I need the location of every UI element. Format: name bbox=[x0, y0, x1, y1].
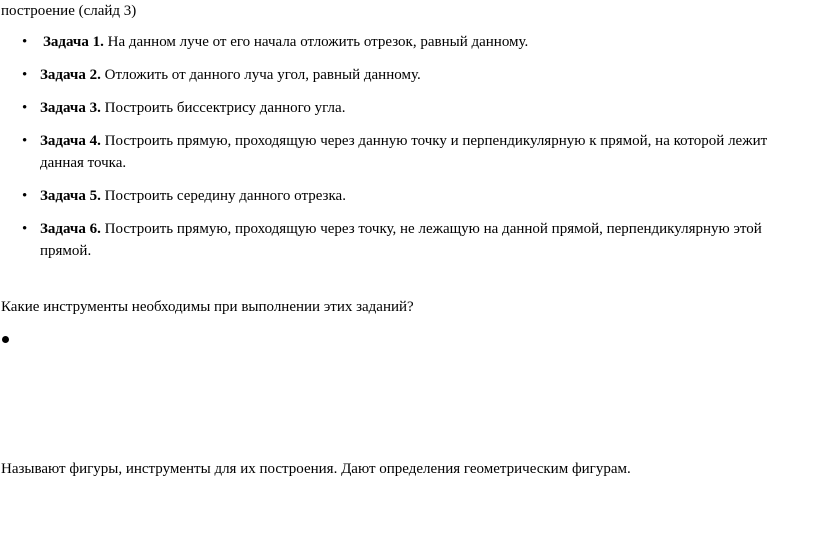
task-label: Задача 4. bbox=[40, 133, 101, 149]
task-text: На данном луче от его начала отложить отрезок, равный данному. bbox=[103, 34, 529, 50]
bullet-icon: • bbox=[22, 221, 28, 237]
task-item bbox=[0, 97, 816, 119]
task-label: Задача 5. bbox=[40, 188, 101, 204]
closing-text: Называют фигуры, инструменты для их построения. Дают определения геометрическим фигурам. bbox=[1, 461, 631, 477]
bullet-icon: • bbox=[22, 188, 28, 204]
task-content bbox=[40, 133, 767, 171]
bullet-dot-icon bbox=[2, 336, 9, 343]
task-text: Построить прямую, проходящую через точку, не лежащую на данной прямой, перпендикулярную этой прямой. bbox=[40, 221, 762, 259]
task-text: Построить биссектрису данного угла. bbox=[100, 100, 346, 116]
task-label: Задача 3. bbox=[40, 100, 101, 116]
task-content bbox=[40, 221, 762, 259]
heading-text: построение (слайд 3) bbox=[1, 3, 137, 19]
bullet-icon: • bbox=[22, 133, 28, 149]
task-item bbox=[0, 185, 816, 207]
task-label: Задача 6. bbox=[40, 221, 101, 237]
bullet-icon: • bbox=[22, 67, 28, 83]
task-item bbox=[0, 218, 816, 262]
task-item bbox=[0, 130, 816, 174]
task-text: Построить середину данного отрезка. bbox=[100, 188, 346, 204]
task-content bbox=[40, 67, 421, 83]
task-label: Задача 1. bbox=[43, 34, 104, 50]
task-label: Задача 2. bbox=[40, 67, 101, 83]
task-item bbox=[0, 64, 816, 86]
bullet-icon: • bbox=[22, 100, 28, 116]
task-text: Отложить от данного луча угол, равный данному. bbox=[100, 67, 421, 83]
task-item bbox=[0, 31, 816, 53]
task-list bbox=[0, 31, 816, 273]
task-content bbox=[40, 34, 528, 50]
task-text: Построить прямую, проходящую через данную точку и перпендикулярную к прямой, на которой лежит данная точка. bbox=[40, 133, 768, 171]
task-content bbox=[40, 188, 346, 204]
task-content bbox=[40, 100, 345, 116]
question-text: Какие инструменты необходимы при выполнении этих заданий? bbox=[1, 299, 414, 315]
bullet-icon: • bbox=[22, 34, 28, 50]
